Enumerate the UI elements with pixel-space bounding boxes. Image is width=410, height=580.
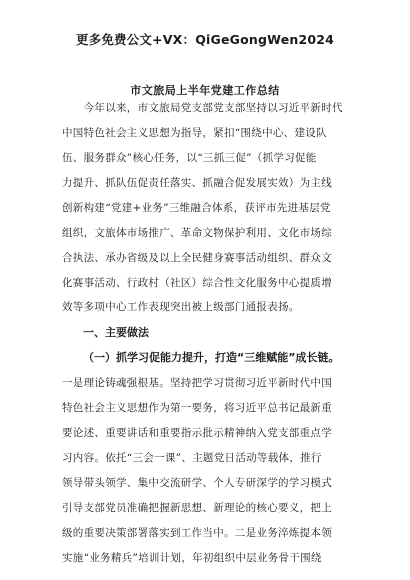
intro-line: 创新构建“党建+业务”三维融合体系，获评市先进基层党 — [62, 202, 331, 214]
intro-line: 伍、服务群众”核心任务，以“三抓三促”（抓学习促能 — [62, 152, 317, 164]
body-line: 实施“业务精兵”培训计划，年初组织中层业务骨干围绕 — [62, 552, 322, 564]
document-title: 市文旅局上半年党建工作总结 — [130, 84, 280, 97]
intro-line: 合执法、承办省级及以上全民健身赛事活动组织、群众文 — [62, 252, 332, 264]
watermark-banner: 更多免费公文+VX：QiGeGongWen2024 — [75, 32, 335, 47]
intro-line: 力提升、抓队伍促责任落实、抓融合促发展实效）为主线 — [62, 177, 332, 189]
intro-line: 组织，文旅体市场推广、革命文物保护利用、文化市场综 — [62, 227, 332, 239]
body-line: 习内容。依托“三会一课”、主题党日活动等载体，推行 — [62, 452, 322, 464]
section-heading: 一、主要做法 — [83, 326, 149, 339]
subsection-heading: （一）抓学习促能力提升，打造“三维赋能”成长链。 — [83, 351, 340, 364]
intro-line: 今年以来，市文旅局党支部党支部坚持以习近平新时代 — [62, 102, 343, 114]
body-line: 引导支部党员准确把握新思想、新理论的核心要义，把上 — [62, 502, 332, 514]
intro-line: 效等多项中心工作表现突出被上级部门通报表扬。 — [62, 301, 300, 313]
body-line: 特色社会主义思想作为第一要务，将习近平总书记最新重 — [62, 402, 332, 414]
body-line: 领导带头领学、集中交流研学、个人专研深学的学习模式 — [62, 477, 332, 489]
intro-line: 中国特色社会主义思想为指导，紧扣“围绕中心、建设队 — [62, 127, 327, 139]
intro-line: 化赛事活动、行政村（社区）综合性文化服务中心提质增 — [62, 277, 332, 289]
body-line: 级的重要决策部署落实到工作当中。二是业务淬炼提本领 — [62, 527, 332, 539]
body-line: 要论述、重要讲话和重要指示批示精神纳入党支部重点学 — [62, 427, 332, 439]
body-line: 一是理论铸魂强根基。坚持把学习贯彻习近平新时代中国 — [62, 377, 332, 389]
